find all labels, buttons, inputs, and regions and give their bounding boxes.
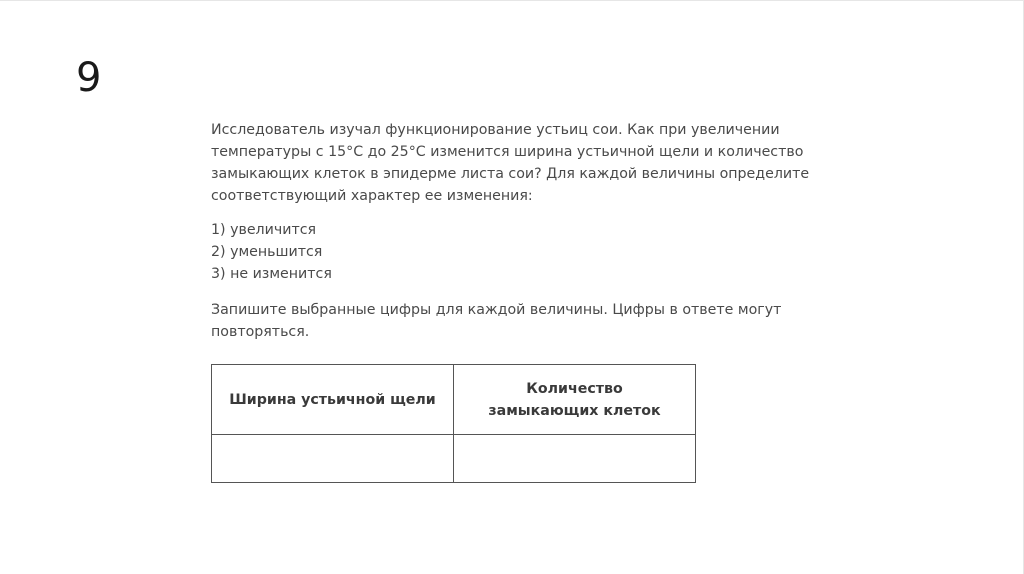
answer-options <box>211 219 811 285</box>
header-guard-cell-count: Количество замыкающих клеток <box>454 365 696 435</box>
option-item: 2) уменьшится <box>211 244 323 260</box>
option-item: 3) не изменится <box>211 266 332 282</box>
table-header-row <box>212 365 696 435</box>
header-stomatal-width: Ширина устьичной щели <box>212 365 454 435</box>
answer-cell-count[interactable] <box>454 435 696 483</box>
option-item: 1) увеличится <box>211 222 317 238</box>
answer-cell-width[interactable] <box>212 435 454 483</box>
task-block <box>211 119 811 355</box>
answer-table <box>211 364 696 483</box>
table-answer-row <box>212 435 696 483</box>
slide-number: 9 <box>76 55 102 101</box>
task-question: Исследователь изучал функционирование устьиц сои. Как при увеличении температуры с 15°С до 25°С изменится ширина устьичной щели и количество замыкающих клеток в эпидерме листа сои? Для каждой величины определите соответствующий характер ее изменения: <box>211 122 810 204</box>
task-instruction: Запишите выбранные цифры для каждой величины. Цифры в ответе могут повторяться. <box>211 302 782 340</box>
